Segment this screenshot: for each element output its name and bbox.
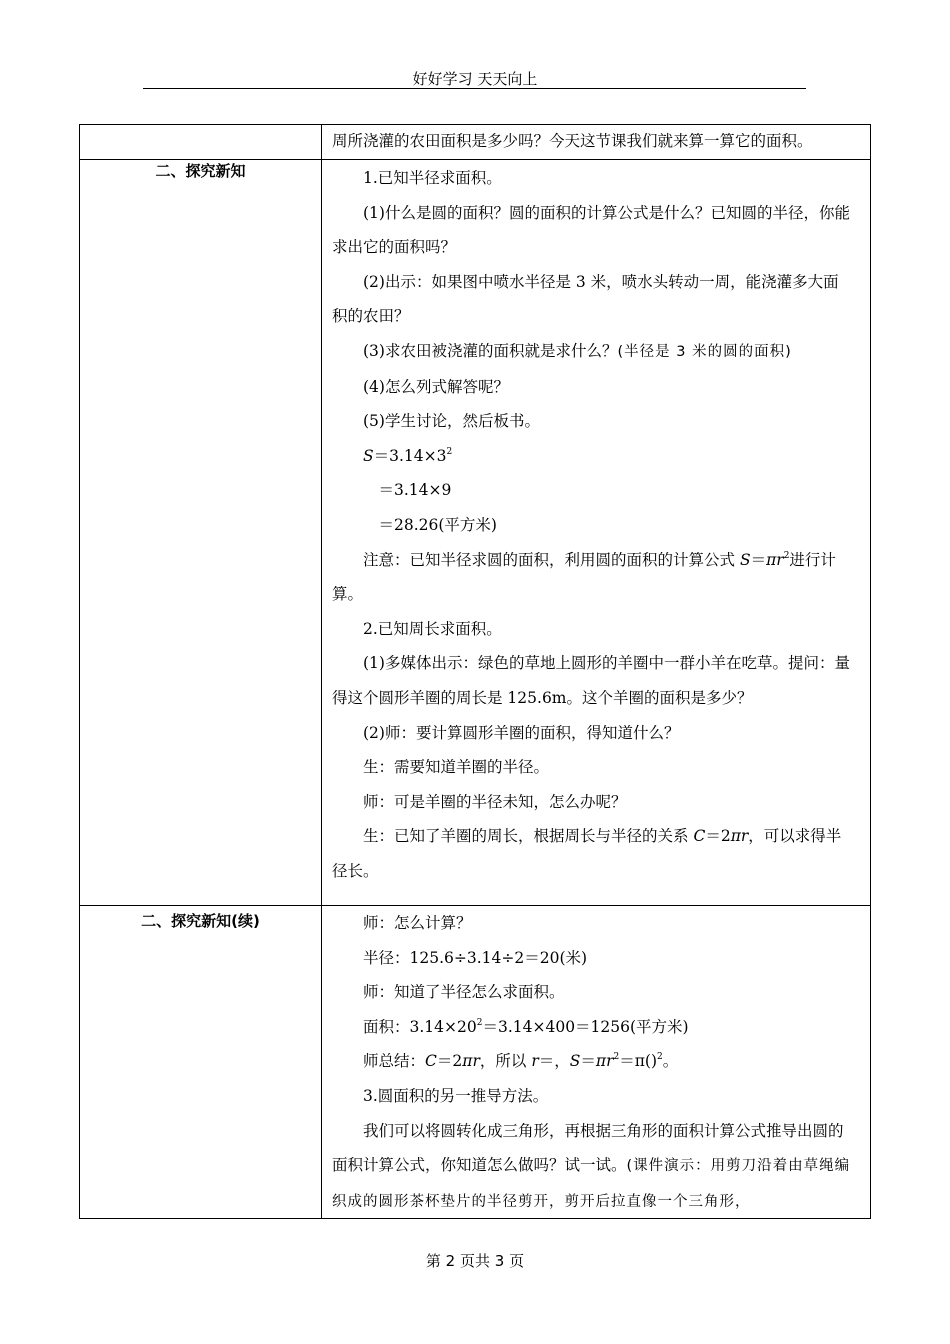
teacher-area: 师：知道了半径怎么求面积。 — [363, 983, 565, 1002]
section-title: 二、探究新知(续) — [80, 906, 322, 1219]
summary-d: ，所以 — [479, 1052, 532, 1071]
question-3-text: (3)求农田被浇灌的面积就是求什么？ — [363, 341, 618, 360]
summary-s: S — [569, 1052, 581, 1071]
teacher-summary — [332, 1044, 854, 1079]
derivation — [332, 1114, 854, 1214]
intro-text: 周所浇灌的农田面积是多少吗？今天这节课我们就来算一算它的面积。 — [332, 132, 813, 150]
question-3-answer: (半径是 3 米的圆的面积) — [617, 343, 792, 360]
page-header: 好好学习 天天向上 — [412, 70, 538, 88]
formula-line-2: ＝3.14×9 — [378, 481, 452, 500]
summary-h: 。 — [662, 1052, 679, 1071]
lesson-plan-table — [79, 124, 871, 1219]
media-2: (2)师：要计算圆形羊圈的面积，得知道什么？ — [363, 723, 680, 742]
teacher-1: 师：可是羊圈的半径未知，怎么办呢？ — [363, 792, 627, 811]
page-footer: 第 2 页共 3 页 — [425, 1252, 525, 1270]
table-row — [80, 906, 871, 1219]
summary-a: 师总结： — [363, 1052, 426, 1071]
note-eq: ＝ — [750, 550, 767, 569]
area-calc-b: ＝3.14×400＝1256(平方米) — [482, 1017, 689, 1036]
note-exp: 2 — [783, 550, 790, 561]
table-row — [80, 160, 871, 906]
content-cell — [322, 160, 871, 906]
var-s: S — [363, 446, 374, 465]
student-2 — [332, 819, 854, 888]
student-2-text-b: ，可以求得半径长。 — [332, 827, 842, 880]
summary-b: ＝2 — [436, 1052, 463, 1071]
formula-line-3: ＝28.26(平方米) — [378, 515, 497, 534]
summary-c: C — [425, 1052, 437, 1071]
teacher-ask: 师：怎么计算？ — [363, 914, 472, 932]
question-1: (1)什么是圆的面积？圆的面积的计算公式是什么？已知圆的半径，你能求出它的面积吗？ — [332, 203, 850, 257]
summary-exp: 2 — [613, 1052, 620, 1063]
summary-e: ＝， — [538, 1052, 570, 1071]
note-var-s: S — [739, 550, 751, 569]
formula-1-text: ＝3.14×3 — [373, 446, 447, 465]
header-divider — [143, 88, 806, 89]
question-5: (5)学生讨论，然后板书。 — [363, 412, 540, 431]
subheading: 3.圆面积的另一推导方法。 — [363, 1086, 549, 1105]
content-cell — [322, 125, 871, 160]
subheading: 2.已知周长求面积。 — [363, 619, 502, 638]
formula-1-exp: 2 — [446, 446, 453, 457]
note-text-a: 注意：已知半径求圆的面积，利用圆的面积的计算公式 — [363, 550, 740, 569]
question-2: (2)出示：如果图中喷水半径是 3 米，喷水头转动一周，能浇灌多大面积的农田？ — [332, 272, 839, 326]
summary-exp-2: 2 — [657, 1052, 663, 1063]
note-pi-r: πr — [766, 550, 784, 569]
summary-pi-r: πr — [462, 1052, 480, 1071]
question-3 — [332, 334, 854, 370]
section-title: 二、探究新知 — [80, 160, 322, 906]
area-calc — [332, 1010, 854, 1045]
table-row — [80, 125, 871, 160]
eq-2: ＝2 — [705, 827, 731, 846]
area-calc-exp: 2 — [476, 1017, 483, 1028]
summary-pi-r-2: πr — [595, 1052, 614, 1071]
summary-r: r — [531, 1052, 539, 1071]
summary-f: ＝ — [580, 1052, 596, 1071]
formula-line-1 — [332, 439, 854, 474]
student-2-text-a: 生：已知了羊圈的周长，根据周长与半径的关系 — [363, 827, 694, 846]
courseware-demo: (课件演示：用剪刀沿着由草绳编织成的圆形茶杯垫片的半径剪开，剪开后拉直像一个三角形， — [332, 1158, 851, 1210]
radius-calc: 半径：125.6÷3.14÷2＝20(米) — [363, 948, 588, 967]
content-cell — [322, 906, 871, 1219]
question-4: (4)怎么列式解答呢？ — [363, 377, 509, 396]
student-1: 生：需要知道羊圈的半径。 — [363, 758, 550, 777]
summary-g: ＝π() — [619, 1052, 658, 1071]
note — [332, 543, 854, 612]
subheading: 1.已知半径求面积。 — [363, 169, 502, 187]
derivation-text: 我们可以将圆转化成三角形，再根据三角形的面积计算公式推导出圆的面积计算公式，你知道怎么做吗？试一试。 — [332, 1121, 844, 1175]
area-calc-a: 面积：3.14×20 — [363, 1017, 477, 1036]
pi-r: πr — [730, 827, 749, 846]
section-cell-empty — [80, 125, 322, 160]
media-1: (1)多媒体出示：绿色的草地上圆形的羊圈中一群小羊在吃草。提问：量得这个圆形羊圈的周长是 125.6m。这个羊圈的面积是多少？ — [332, 654, 850, 707]
var-c: C — [693, 827, 706, 846]
note-text-b: 进行计算。 — [332, 550, 836, 604]
